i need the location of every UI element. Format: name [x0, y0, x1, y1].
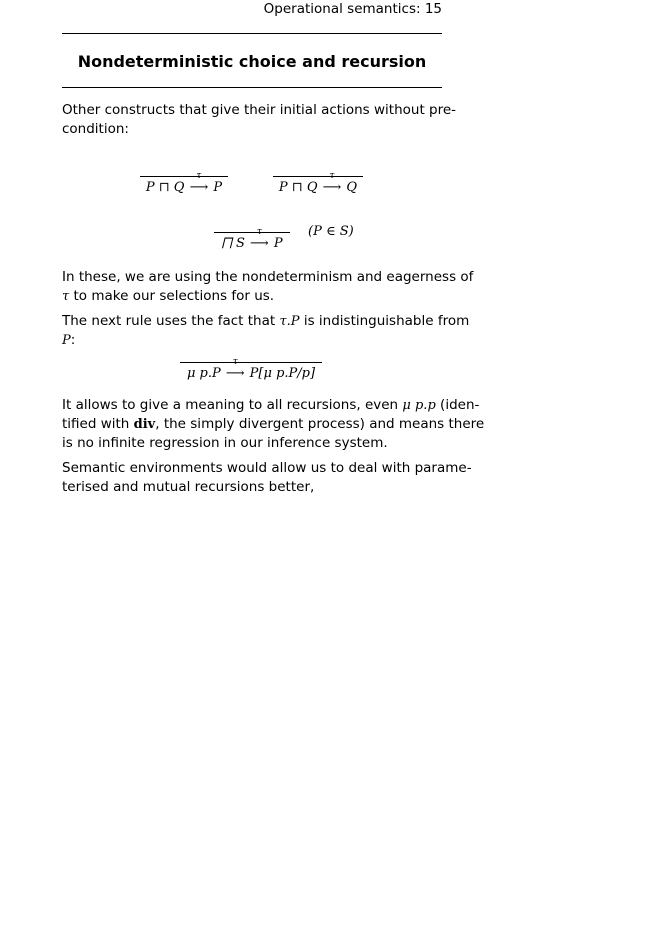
running-head: Operational semantics: 15	[263, 1, 442, 17]
header-rule-top	[62, 33, 442, 34]
rule-conclusion	[180, 357, 322, 381]
rule-conclusion	[273, 171, 363, 195]
rule-rhs: P	[213, 180, 223, 195]
transition-label: τ	[329, 171, 335, 181]
next-rule-paragraph	[62, 312, 470, 350]
inference-rule-distributed-choice	[214, 227, 290, 256]
text-fragment: (iden-	[435, 397, 480, 413]
transition-label: τ	[256, 227, 262, 237]
rule-conclusion	[140, 171, 228, 195]
intro-paragraph	[62, 101, 457, 139]
text-line: is no infinite regression in our inference system.	[62, 435, 388, 451]
text-fragment: is indistinguishable from	[299, 313, 470, 329]
transition-label: τ	[196, 171, 202, 181]
transition-label: τ	[232, 357, 238, 367]
rule-bar	[180, 362, 322, 363]
transition-arrow: τ ⟶	[189, 171, 209, 195]
rule-lhs: P ⊓ Q	[145, 180, 185, 195]
rule-conclusion	[214, 227, 290, 251]
text-line	[62, 415, 485, 434]
text-line: In these, we are using the nondeterminism and eagerness of	[62, 269, 474, 285]
transition-arrow: τ ⟶	[250, 227, 269, 251]
math-tau: τ	[62, 289, 70, 304]
inference-rule-choice-right	[273, 171, 363, 200]
rule-lhs: μ p.P	[186, 366, 221, 381]
text-fragment: The next rule uses the fact that	[62, 313, 280, 329]
text-fragment: , the simply divergent process) and means there	[155, 416, 485, 432]
rule-rhs: Q	[346, 180, 358, 195]
transition-arrow: τ ⟶	[225, 357, 245, 381]
text-fragment: tified with	[62, 416, 134, 432]
text-line	[62, 287, 442, 306]
semantic-environments-paragraph	[62, 459, 472, 497]
text-line	[62, 331, 442, 350]
text-line: terised and mutual recursions better,	[62, 479, 315, 495]
math-tau-prefix: τ.P	[279, 314, 300, 329]
text-line: Other constructs that give their initial actions without pre-	[62, 102, 457, 118]
math-mu-p-p: μ p.p	[402, 398, 436, 413]
text-line	[62, 396, 480, 415]
text-line: Semantic environments would allow us to deal with parame-	[62, 460, 472, 476]
section-title: Nondeterministic choice and recursion	[77, 52, 427, 71]
eagerness-paragraph	[62, 268, 474, 306]
text-line	[62, 312, 470, 331]
transition-arrow: τ ⟶	[322, 171, 342, 195]
rule-rhs: P	[273, 236, 283, 251]
text-fragment: :	[70, 332, 76, 348]
text-fragment: It allows to give a meaning to all recursions, even	[62, 397, 403, 413]
math-div: div	[133, 417, 156, 432]
header-rule-bottom	[62, 87, 442, 88]
inference-rule-choice-left	[140, 171, 228, 200]
text-line: condition:	[62, 121, 129, 137]
text-fragment: to make our selections for us.	[69, 288, 275, 304]
rule-lhs: P ⊓ Q	[278, 180, 318, 195]
rule-bar	[273, 176, 363, 177]
rule-lhs: ⨅ S	[221, 236, 245, 251]
math-P: P	[62, 333, 71, 348]
recursion-meaning-paragraph	[62, 396, 485, 453]
inference-rule-recursion	[180, 357, 322, 386]
rule-bar	[140, 176, 228, 177]
side-condition: (P ∈ S)	[308, 224, 354, 239]
rule-rhs: P[μ p.P/p]	[249, 366, 316, 381]
